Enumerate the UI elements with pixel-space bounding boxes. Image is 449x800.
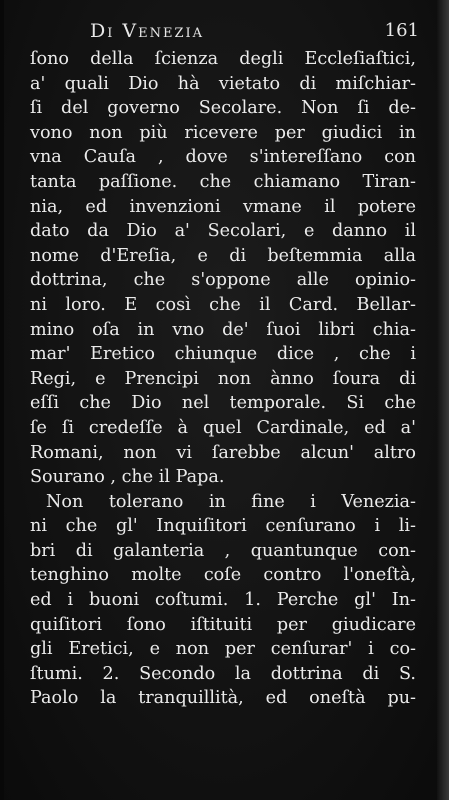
text-line: ſtumi. 2. Secondo la dottrina di S. [30,663,416,684]
text-line: ni che gl' Inquiſitori cenſurano i li- [30,516,416,537]
running-head: Di Venezia [90,20,205,42]
body-text [30,47,416,711]
text-line: mino oſa in vno de' ſuoi libri chia- [30,319,416,340]
text-line: vono non più ricevere per giudici in [30,122,416,143]
text-line: quiſitori ſono iſtituiti per giudicare [30,614,416,635]
text-line: vna Cauſa , dove s'intereſſano con [30,147,416,168]
text-line: tenghino molte coſe contro l'oneſtà, [30,565,416,586]
text-line: ed i buoni coſtumi. 1. Perche gl' In- [30,590,416,611]
text-line: dottrina, che s'oppone alle opinio- [30,270,416,291]
text-line: nome d'Ereſia, e di beſtemmia alla [30,245,416,266]
text-line: Sourano , che il Papa. [30,467,225,488]
text-line: ſono della ſcienza degli Eccleſiaſtici, [30,49,416,69]
text-line: ſi del governo Secolare. Non ſi de- [30,98,416,119]
text-line: bri di galanteria , quantunque con- [30,540,416,561]
text-line: Romani, non vi ſarebbe alcun' altro [30,442,416,463]
text-line: eſſi che Dio nel temporale. Si che [30,393,416,414]
text-line: mar' Eretico chiunque dice , che i [30,344,416,365]
page-gutter-shadow [0,0,4,800]
text-line: Paolo la tranquillità, ed oneſtà pu- [30,688,416,709]
page-number: 161 [384,20,419,41]
text-line: nia, ed invenzioni vmane il potere [30,196,416,217]
text-line: Regi, e Prencipi non ànno ſoura di [30,368,416,389]
text-line: gli Eretici, e non per cenſurar' i co- [30,639,416,660]
text-line: ni loro. E così che il Card. Bellar- [30,294,416,315]
text-line: a' quali Dio hà vietato di miſchiar- [30,73,416,94]
text-line: dato da Dio a' Secolari, e danno il [30,221,416,242]
page-header [76,20,419,44]
text-line: ſe ſi credeſſe à quel Cardinale, ed a' [30,417,416,438]
page-edge [437,0,449,800]
text-line: tanta paſſione. che chiamano Tiran- [30,171,416,192]
text-line: Non tolerano in fine i Venezia- [46,491,416,512]
